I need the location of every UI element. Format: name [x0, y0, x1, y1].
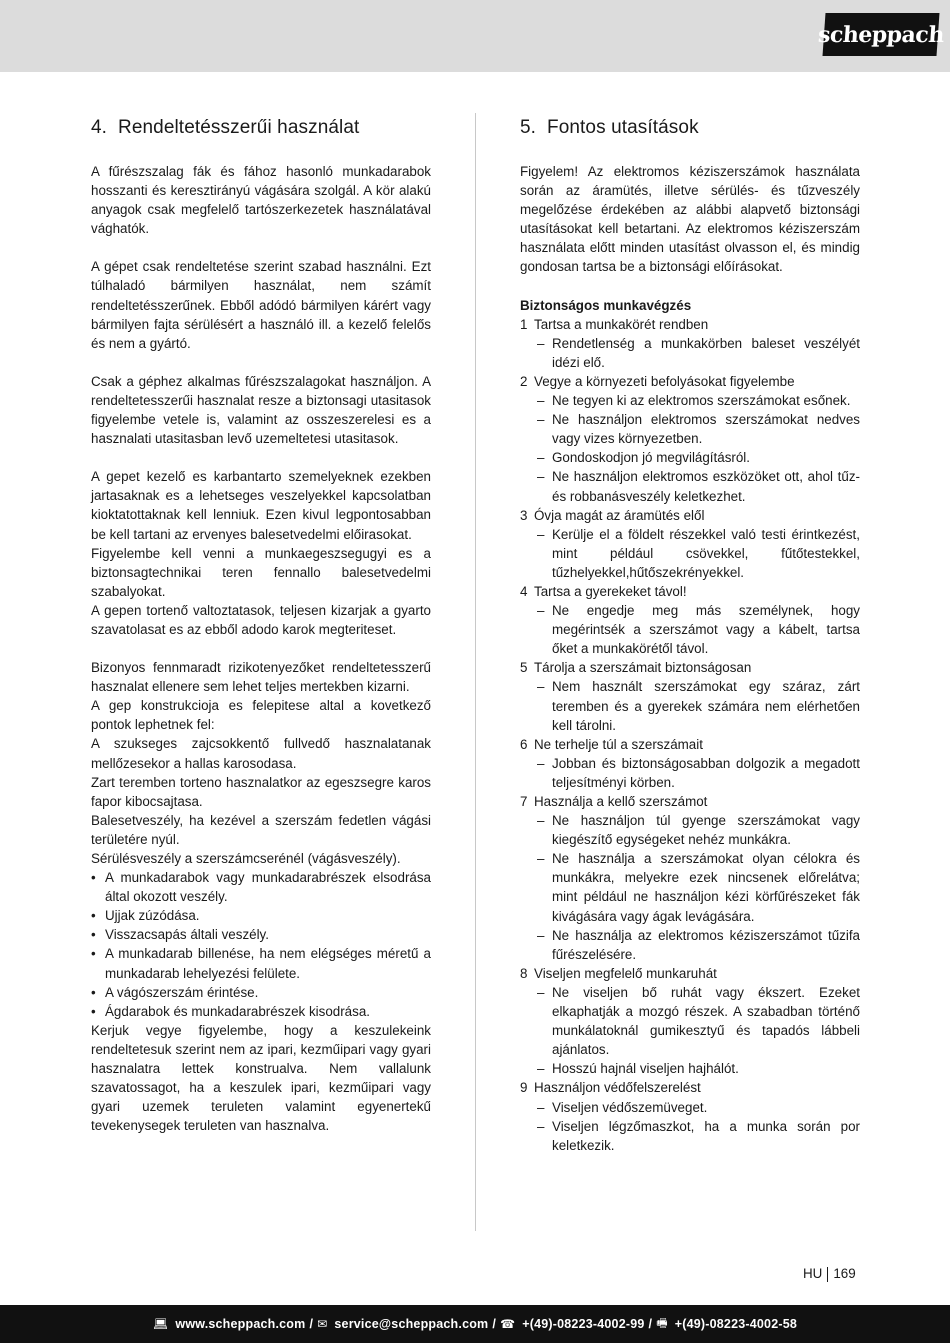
dash-marker: – — [537, 1061, 545, 1077]
item-text: Használja a kellő szerszámot — [534, 794, 708, 809]
sub-item — [520, 391, 860, 410]
column-divider — [475, 113, 476, 1231]
paragraph: A gépet csak rendeltetése szerint szabad használni. Ezt túlhaladó bármilyen használat, nem számít rendeltetésszerűnek. Ebből adódó bármilyen kárért vagy bármilyen fajta sérülésért a használó ill. a kezelő felelős és nem a gyártó. — [91, 259, 431, 351]
sub-item — [520, 926, 860, 964]
sub-item — [520, 811, 860, 849]
dash-marker: – — [537, 813, 545, 829]
page-separator — [827, 1267, 828, 1282]
instruction-item — [520, 735, 860, 754]
footer-website[interactable]: www.scheppach.com — [175, 1317, 306, 1331]
section-title: Fontos utasítások — [547, 117, 699, 138]
sub-item-text: Kerülje el a földelt részekkel való testi érintkezést, mint például csövekkel, fűtőtestekkel, tűzhelyekkel,hűtőszekrényekkel. — [552, 526, 860, 580]
item-text: Tárolja a szerszámait biztonságosan — [534, 660, 752, 676]
dash-marker: – — [537, 526, 545, 542]
footer-phone: +(49)-08223-4002-99 — [522, 1317, 645, 1331]
item-number: 7 — [520, 794, 528, 809]
paragraph: A gep konstrukcioja es felepitese altal a kovetkező pontok lephetnek fel: — [91, 698, 431, 733]
instruction-item — [520, 658, 860, 677]
page-number-value: 169 — [833, 1266, 856, 1281]
dash-marker: – — [537, 450, 545, 466]
sub-item-text: Hosszú hajnál viseljen hajhálót. — [552, 1061, 739, 1077]
dash-marker: – — [537, 1118, 545, 1134]
bullet-item: • Ágdarabok és munkadarabrészek kisodrása. — [91, 1002, 431, 1021]
dash-marker: – — [537, 755, 545, 771]
item-number: 6 — [520, 736, 528, 752]
instruction-list — [520, 315, 860, 1155]
section-4-heading — [91, 116, 431, 140]
sub-item — [520, 849, 860, 925]
item-text: Tartsa a munkakörét rendben — [534, 316, 709, 332]
envelope-icon: ✉︎ — [317, 1317, 328, 1331]
item-number: 4 — [520, 583, 528, 599]
bullet-marker: • — [91, 908, 96, 924]
item-text: Viseljen megfelelő munkaruhát — [534, 965, 717, 981]
fax-icon: 🖷︎ — [656, 1315, 668, 1330]
item-number: 3 — [520, 507, 528, 523]
instruction-item — [520, 582, 860, 601]
dash-marker: – — [537, 851, 545, 867]
sub-item-text: Viseljen légzőmaszkot, ha a munka során por keletkezik. — [552, 1118, 860, 1153]
instruction-item — [520, 315, 860, 334]
bullet-item: • A munkadarabok vagy munkadarabrészek elsodrása által okozott veszély. — [91, 870, 431, 905]
sub-item — [520, 467, 860, 505]
footer-email[interactable]: service@scheppach.com — [334, 1317, 489, 1331]
paragraph: Csak a géphez alkalmas fűrészszalagokat használjon. A rendeltetesszerűi hasznalat resze a biztonsagi utasitasok figyelembe vetele is, valamint az osszeszerelesi es a hasznalati utasitasban levő uzemeltetesi utasitasok. — [91, 373, 431, 447]
item-text: Használjon védőfelszerelést — [534, 1080, 701, 1096]
bullet-item: • A munkadarab billenése, ha nem elégséges méretű a munkadarab lehelyezési felülete. — [91, 946, 431, 981]
footer-separator: / — [492, 1317, 497, 1331]
intro-paragraph: Figyelem! Az elektromos kéziszerszámok használata során az áramütés, illetve sérülés- és tűzveszély megelőzése érdekében az alábbi alapvető biztonsági utasításokat kell betartani. Az elektromos kéziszerszám használata előtt minden utasítást olvasson el, és mindig gondosan tartsa be a biztonsági előírásokat. — [520, 164, 860, 275]
scheppach-logo: scheppach — [822, 13, 939, 56]
dash-marker: – — [537, 335, 545, 351]
sub-item-text: Ne használjon elektromos szerszámokat nedves vagy vizes környezetben. — [552, 412, 860, 447]
dash-marker: – — [537, 927, 545, 943]
bullet-marker: • — [91, 870, 96, 886]
paragraph: Zart teremben torteno hasznalatkor az egeszsegre karos fapor kibocsajtasa. — [91, 774, 431, 809]
sub-item — [520, 1059, 860, 1078]
paragraph: A fűrészszalag fák és fához hasonló munkadarabok hosszanti és keresztirányú vágására szolgál. A kör alakú anyagok csak megfelelő tartószerkezetek használatával vághatók. — [91, 164, 431, 237]
footer-separator: / — [648, 1317, 653, 1331]
bullet-marker: • — [91, 984, 96, 1000]
paragraph: Figyelembe kell venni a munkaegeszsegugyi es a biztonsagtechnikai teren fennallo balesetvedelmi szabalyokat. — [91, 545, 431, 599]
item-text: Ne terhelje túl a szerszámait — [534, 736, 703, 752]
sub-item-text: Ne engedje meg más személynek, hogy megérintsék a szerszámot vagy a kábelt, tartsa őket a munkakörétől távol. — [552, 603, 860, 657]
footer-bar — [0, 1305, 950, 1343]
item-number: 1 — [520, 316, 528, 332]
item-number: 2 — [520, 373, 528, 389]
bullet-marker: • — [91, 1003, 96, 1019]
sub-item-text: Rendetlenség a munkakörben baleset veszélyét idézi elő. — [552, 335, 860, 370]
item-number: 5 — [520, 660, 528, 676]
instruction-item — [520, 964, 860, 983]
dash-marker: – — [537, 679, 545, 695]
sub-item — [520, 677, 860, 734]
sub-item-text: Ne használja az elektromos kéziszerszámot tűzifa fűrészelésére. — [552, 927, 860, 962]
section-number: 5. — [520, 117, 537, 138]
section-5-heading — [520, 116, 860, 140]
paragraph: Bizonyos fennmaradt rizikotenyezőket rendeltetesszerű hasznalat ellenere sem lehet teljes mertekben kizarni. — [91, 660, 431, 695]
bullet-item: • A vágószerszám érintése. — [91, 983, 431, 1002]
section-number: 4. — [91, 117, 108, 138]
header-band — [0, 0, 950, 72]
right-column — [520, 116, 860, 1155]
section-title: Rendeltetésszerűi használat — [118, 117, 360, 138]
instruction-item — [520, 792, 860, 811]
item-text: Tartsa a gyerekeket távol! — [534, 583, 687, 599]
paragraph: A gepen tortenő valtoztatasok, teljesen kizarjak a gyarto szavatolasat es az ebből adodo karok megteriteset. — [91, 602, 431, 637]
phone-icon: ☎︎ — [500, 1317, 516, 1331]
dash-marker: – — [537, 412, 545, 428]
dash-marker: – — [537, 1099, 545, 1115]
sub-item — [520, 1117, 860, 1155]
item-number: 8 — [520, 965, 528, 981]
subheading: Biztonságos munkavégzés — [520, 297, 692, 313]
left-column — [91, 116, 431, 1135]
instruction-item — [520, 506, 860, 525]
bullet-item: • Visszacsapás általi veszély. — [91, 925, 431, 944]
sub-item — [520, 334, 860, 372]
paragraph: Sérülésveszély a szerszámcserénél (vágásveszély). — [91, 851, 401, 866]
bullet-item: • Ujjak zúzódása. — [91, 906, 431, 925]
sub-item — [520, 754, 860, 792]
item-text: Vegye a környezeti befolyásokat figyelembe — [534, 373, 795, 389]
footer-separator: / — [309, 1317, 314, 1331]
closing-paragraph: Kerjuk vegye figyelembe, hogy a keszulekeink rendeltetesuk szerint nem az ipari, kezműipari vagy gyari hasznalatra lettek konstrualva. Nem vallalunk szavatossagot, ha a keszulek ipari, kezműipari vagy gyari uzemek teruleten valamint egyenertekű tevekenysegek teruleten van hasznalva. — [91, 1022, 431, 1134]
instruction-item — [520, 372, 860, 391]
sub-item — [520, 525, 860, 582]
sub-item — [520, 601, 860, 658]
sub-item — [520, 448, 860, 467]
paragraph: A gepet kezelő es karbantarto szemelyeknek ezekben jartasaknak es a lehetseges veszelyekkel kapcsolatban kioktatottaknak kell lenniuk. Ezen kivul legpontosabban be kell tartani az ervenyes balesetvedelmi előirasokat. — [91, 469, 431, 542]
bullet-marker: • — [91, 927, 96, 943]
dash-marker: – — [537, 393, 545, 409]
sub-item-text: Gondoskodjon jó megvilágításról. — [552, 450, 750, 466]
page-number — [803, 1265, 856, 1283]
sub-item — [520, 983, 860, 1059]
sub-item-text: Ne használjon elektromos eszközöket ott, ahol tűz- és robbanásveszély keletkezhet. — [552, 469, 860, 504]
footer-fax: +(49)-08223-4002-58 — [674, 1317, 798, 1331]
sub-item-text: Viseljen védőszemüveget. — [552, 1099, 708, 1115]
sub-item-text: Nem használt szerszámokat egy száraz, zárt teremben és a gyerekek számára nem elérhetően kell tárolni. — [552, 679, 860, 733]
paragraph: A szukseges zajcsokkentő fullvedő hasznalatanak mellőzesekor a hallas karosodasa. — [91, 736, 431, 771]
sub-item-text: Ne használja a szerszámokat olyan célokra és munkákra, melyekre ezek nincsenek előrelátva; mint például ne használjon kézi körfűrészeket fák kivágására vagy ágak levágására. — [552, 851, 860, 924]
dash-marker: – — [537, 984, 545, 1000]
sub-item-text: Ne viseljen bő ruhát vagy ékszert. Ezeket elkaphatják a mozgó részek. A szabadban történő munkálatoknál gumikesztyű és tapadós lábbeli ajánlatos. — [552, 984, 860, 1058]
computer-icon: 💻︎ — [152, 1317, 169, 1331]
language-code: HU — [803, 1266, 823, 1281]
paragraph: Balesetveszély, ha kezével a szerszám fedetlen vágási területére nyúl. — [91, 812, 431, 847]
sub-item-text: Ne használjon túl gyenge szerszámokat vagy kiegészítő egységeket nehéz munkákra. — [552, 813, 860, 848]
bullet-marker: • — [91, 946, 96, 962]
item-number: 9 — [520, 1080, 528, 1096]
item-text: Óvja magát az áramütés elől — [534, 507, 705, 523]
dash-marker: – — [537, 469, 545, 485]
sub-item — [520, 1098, 860, 1117]
sub-item-text: Ne tegyen ki az elektromos szerszámokat esőnek. — [552, 393, 851, 409]
sub-item-text: Jobban és biztonságosabban dolgozik a megadott teljesítményi körben. — [552, 755, 860, 790]
dash-marker: – — [537, 603, 545, 619]
instruction-item — [520, 1078, 860, 1097]
sub-item — [520, 410, 860, 448]
